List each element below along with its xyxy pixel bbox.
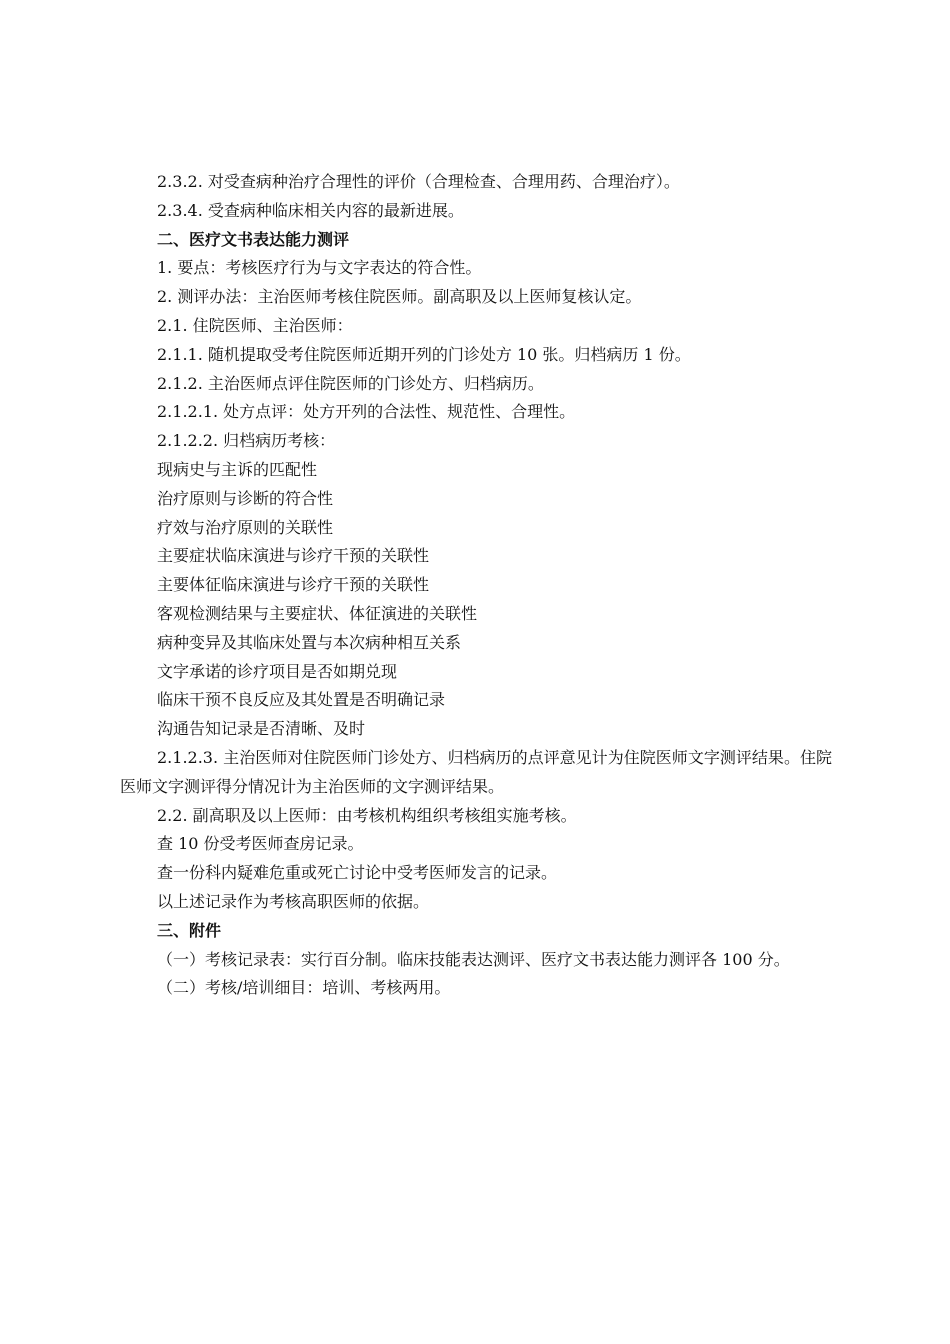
list-item: 临床干预不良反应及其处置是否明确记录 (157, 690, 446, 710)
item-2-3-2: 2.3.2. 对受查病种治疗合理性的评价（合理检查、合理用药、合理治疗）。 (157, 172, 680, 191)
list-item: 查一份科内疑难危重或死亡讨论中受考医师发言的记录。 (157, 863, 558, 883)
item-2-1-2-1: 2.1.2.1. 处方点评：处方开列的合法性、规范性、合理性。 (157, 402, 576, 422)
list-item: 主要体征临床演进与诊疗干预的关联性 (157, 575, 430, 595)
item-2-2: 2.2. 副高职及以上医师：由考核机构组织考核组实施考核。 (157, 805, 577, 825)
list-item: 治疗原则与诊断的符合性 (157, 488, 334, 508)
section-heading-3: 三、附件 (157, 920, 222, 940)
list-item: 主要症状临床演进与诊疗干预的关联性 (157, 546, 430, 566)
list-item: 以上述记录作为考核高职医师的依据。 (157, 891, 430, 911)
item-2-1-2-2: 2.1.2.2. 归档病历考核： (157, 431, 336, 451)
list-item: 客观检测结果与主要症状、体征演进的关联性 (157, 603, 478, 623)
item-2-method: 2. 测评办法：主治医师考核住院医师。副高职及以上医师复核认定。 (157, 287, 642, 307)
item-2-1: 2.1. 住院医师、主治医师： (157, 315, 353, 335)
attachment-2: （二）考核/培训细目：培训、考核两用。 (157, 978, 451, 998)
list-item: 查 10 份受考医师查房记录。 (157, 834, 364, 854)
list-item: 病种变异及其临床处置与本次病种相互关系 (157, 632, 462, 652)
document-body (120, 168, 832, 1003)
list-item: 文字承诺的诊疗项目是否如期兑现 (157, 661, 398, 681)
item-2-1-2: 2.1.2. 主治医师点评住院医师的门诊处方、归档病历。 (157, 373, 544, 393)
section-heading-2: 二、医疗文书表达能力测评 (157, 229, 350, 249)
item-2-1-2-3: 2.1.2.3. 主治医师对住院医师门诊处方、归档病历的点评意见计为住院医师文字测评结果。住院医师文字测评得分情况计为主治医师的文字测评结果。 (120, 747, 832, 796)
list-item: 沟通告知记录是否清晰、及时 (157, 719, 366, 739)
item-2-3-4: 2.3.4. 受查病种临床相关内容的最新进展。 (157, 200, 464, 220)
attachment-1: （一）考核记录表：实行百分制。临床技能表达测评、医疗文书表达能力测评各 100 分。 (157, 949, 790, 969)
list-item: 现病史与主诉的匹配性 (157, 459, 318, 479)
item-1-key-points: 1. 要点：考核医疗行为与文字表达的符合性。 (157, 258, 482, 278)
list-item: 疗效与治疗原则的关联性 (157, 517, 334, 537)
item-2-1-1: 2.1.1. 随机提取受考住院医师近期开列的门诊处方 10 张。归档病历 1 份。 (157, 344, 691, 364)
